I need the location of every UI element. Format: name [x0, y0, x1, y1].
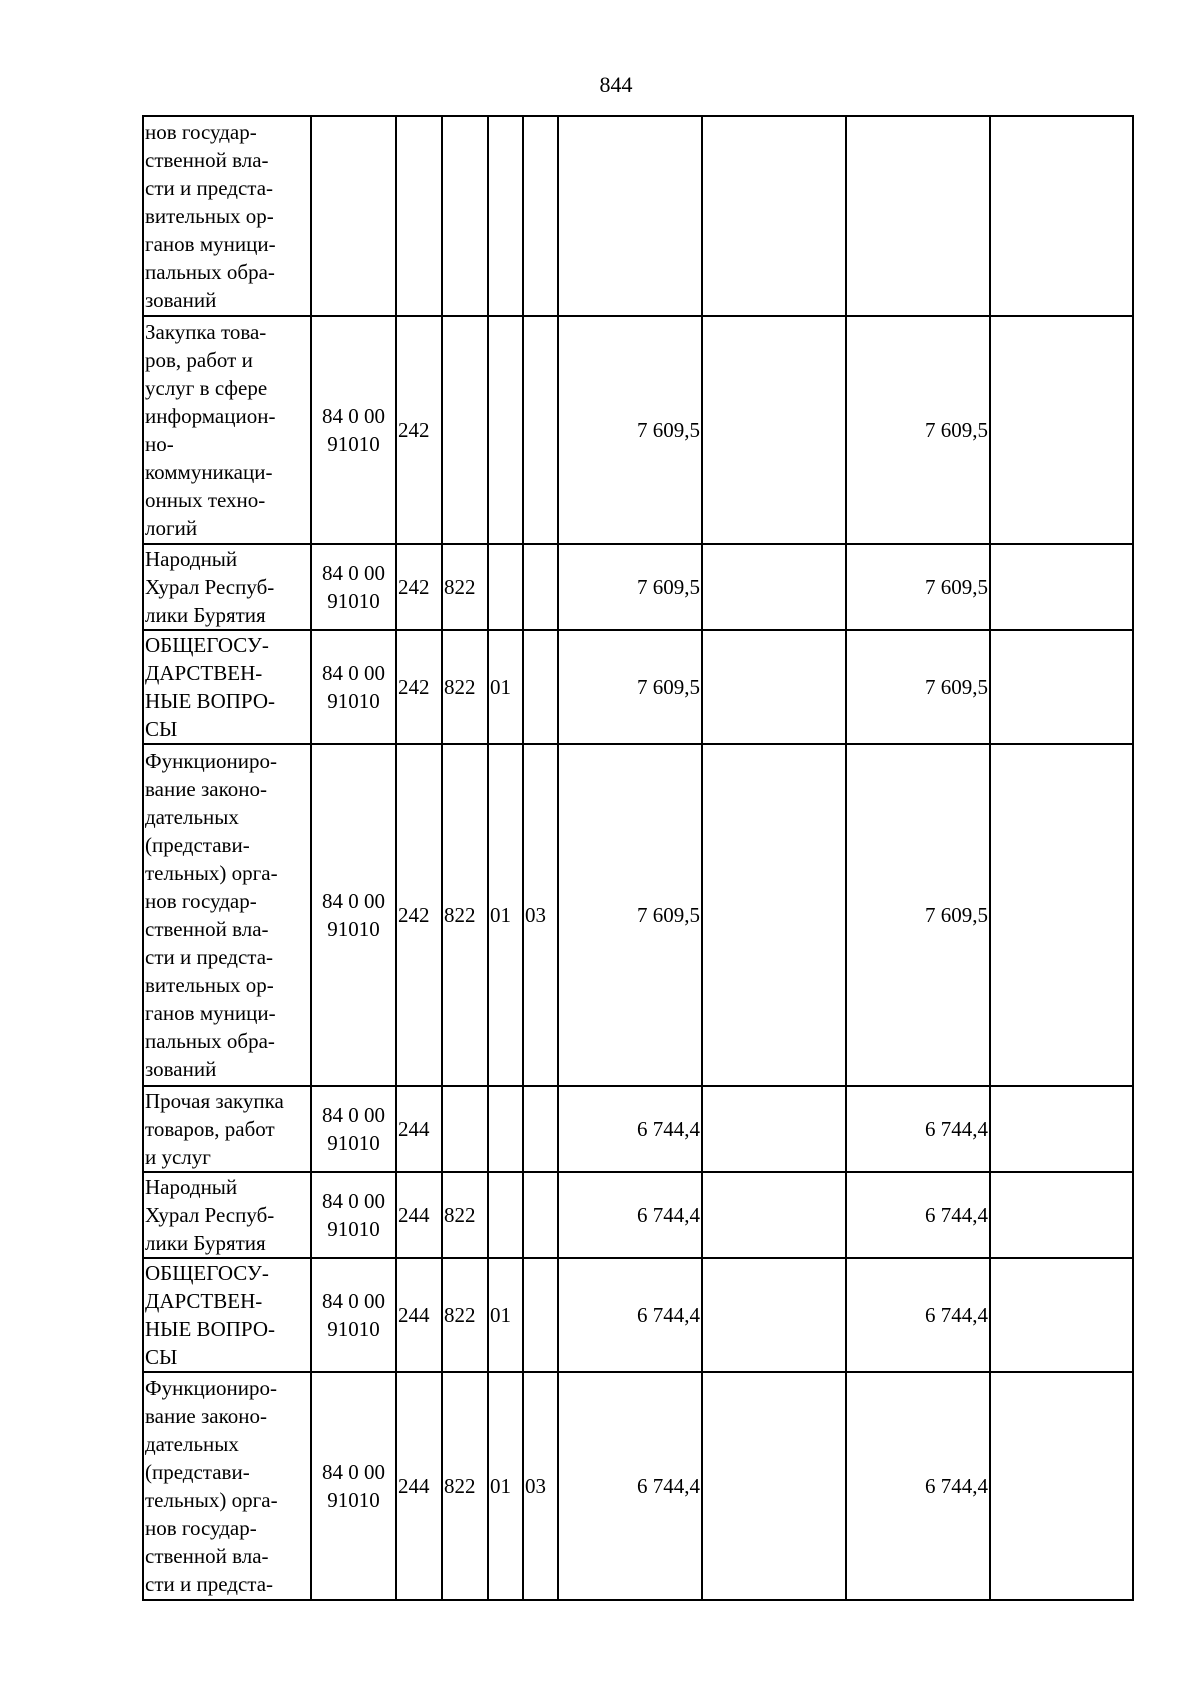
- cell-amount-2: [702, 116, 846, 316]
- name-line: тельных) орга-: [145, 1488, 278, 1512]
- cell-amount-3: 6 744,4: [846, 1258, 990, 1372]
- table-row: [143, 1086, 1133, 1172]
- cell-name: [143, 1258, 311, 1372]
- name-line: ственной вла-: [145, 1544, 269, 1568]
- cell-subsection: 03: [523, 744, 558, 1086]
- cell-name: [143, 116, 311, 316]
- name-line: дательных: [145, 1432, 239, 1456]
- name-line: ственной вла-: [145, 917, 269, 941]
- table-row: [143, 1258, 1133, 1372]
- cell-name: [143, 1086, 311, 1172]
- table-row: [143, 544, 1133, 630]
- cell-subsection: [523, 1258, 558, 1372]
- name-line: ганов муници-: [145, 1001, 276, 1025]
- page-number: 844: [599, 72, 633, 97]
- cell-amount-3: 7 609,5: [846, 316, 990, 544]
- name-line: Закупка това-: [145, 320, 267, 344]
- cell-name: [143, 1372, 311, 1600]
- cell-amount-2: [702, 1086, 846, 1172]
- cell-amount-4: [990, 116, 1133, 316]
- cell-amount-2: [702, 1258, 846, 1372]
- table-row: [143, 116, 1133, 316]
- cell-section: [488, 316, 523, 544]
- name-line: услуг в сфере: [145, 376, 268, 400]
- cell-name: [143, 744, 311, 1086]
- cell-amount-2: [702, 1172, 846, 1258]
- name-line: лики Бурятия: [145, 1231, 266, 1255]
- cell-expense-type: 242: [396, 630, 442, 744]
- cell-ministry: [442, 1086, 488, 1172]
- name-line: (представи-: [145, 1460, 250, 1484]
- cell-target-article: 84 0 00 91010: [311, 1086, 396, 1172]
- name-line: Хурал Респуб-: [145, 575, 275, 599]
- cell-amount-1: 7 609,5: [558, 544, 702, 630]
- name-line: ДАРСТВЕН-: [145, 1289, 263, 1313]
- name-line: сти и предста-: [145, 176, 274, 200]
- cell-target-article: 84 0 00 91010: [311, 544, 396, 630]
- cell-expense-type: 244: [396, 1372, 442, 1600]
- cell-target-article: [311, 116, 396, 316]
- cell-amount-1: 6 744,4: [558, 1372, 702, 1600]
- table-row: [143, 1172, 1133, 1258]
- cell-ministry: 822: [442, 1372, 488, 1600]
- cell-section: [488, 116, 523, 316]
- name-line: Прочая закупка: [145, 1089, 284, 1113]
- name-line: СЫ: [145, 1345, 178, 1369]
- cell-name: [143, 316, 311, 544]
- cell-expense-type: 244: [396, 1258, 442, 1372]
- cell-amount-2: [702, 316, 846, 544]
- cell-ministry: 822: [442, 544, 488, 630]
- name-line: и услуг: [145, 1145, 211, 1169]
- name-line: ганов муници-: [145, 232, 276, 256]
- cell-amount-2: [702, 744, 846, 1086]
- cell-amount-1: 6 744,4: [558, 1172, 702, 1258]
- cell-target-article: 84 0 00 91010: [311, 316, 396, 544]
- name-line: лики Бурятия: [145, 603, 266, 627]
- name-line: пальных обра-: [145, 260, 275, 284]
- cell-expense-type: 244: [396, 1172, 442, 1258]
- name-line: информацион-: [145, 404, 276, 428]
- name-line: ОБЩЕГОСУ-: [145, 1261, 269, 1285]
- cell-subsection: [523, 544, 558, 630]
- name-line: вительных ор-: [145, 204, 274, 228]
- cell-expense-type: [396, 116, 442, 316]
- cell-ministry: 822: [442, 744, 488, 1086]
- table-row: [143, 744, 1133, 1086]
- name-line: дательных: [145, 805, 239, 829]
- cell-amount-1: 6 744,4: [558, 1258, 702, 1372]
- name-line: СЫ: [145, 717, 178, 741]
- name-line: НЫЕ ВОПРО-: [145, 689, 275, 713]
- cell-subsection: [523, 630, 558, 744]
- name-line: НЫЕ ВОПРО-: [145, 1317, 275, 1341]
- cell-amount-3: 6 744,4: [846, 1372, 990, 1600]
- table-row: [143, 630, 1133, 744]
- cell-amount-3: 7 609,5: [846, 744, 990, 1086]
- name-line: ров, работ и: [145, 348, 253, 372]
- name-line: вание законо-: [145, 777, 267, 801]
- name-line: вительных ор-: [145, 973, 274, 997]
- name-line: Народный: [145, 547, 238, 571]
- name-line: Функциониро-: [145, 1376, 277, 1400]
- cell-target-article: 84 0 00 91010: [311, 630, 396, 744]
- cell-section: 01: [488, 630, 523, 744]
- name-line: нов государ-: [145, 120, 257, 144]
- cell-amount-1: 7 609,5: [558, 744, 702, 1086]
- table-row: [143, 316, 1133, 544]
- cell-section: [488, 1172, 523, 1258]
- cell-section: [488, 544, 523, 630]
- cell-name: [143, 544, 311, 630]
- cell-expense-type: 242: [396, 744, 442, 1086]
- cell-amount-4: [990, 630, 1133, 744]
- cell-amount-4: [990, 1258, 1133, 1372]
- name-line: онных техно-: [145, 488, 266, 512]
- cell-expense-type: 244: [396, 1086, 442, 1172]
- cell-amount-3: [846, 116, 990, 316]
- cell-ministry: 822: [442, 630, 488, 744]
- cell-amount-1: 7 609,5: [558, 316, 702, 544]
- name-line: (представи-: [145, 833, 250, 857]
- cell-ministry: 822: [442, 1172, 488, 1258]
- cell-amount-4: [990, 544, 1133, 630]
- name-line: нов государ-: [145, 889, 257, 913]
- cell-name: [143, 630, 311, 744]
- cell-amount-2: [702, 544, 846, 630]
- cell-subsection: 03: [523, 1372, 558, 1600]
- cell-amount-1: [558, 116, 702, 316]
- cell-target-article: 84 0 00 91010: [311, 1372, 396, 1600]
- cell-subsection: [523, 1172, 558, 1258]
- cell-ministry: [442, 116, 488, 316]
- cell-amount-3: 7 609,5: [846, 544, 990, 630]
- cell-expense-type: 242: [396, 316, 442, 544]
- cell-expense-type: 242: [396, 544, 442, 630]
- cell-amount-4: [990, 1372, 1133, 1600]
- cell-amount-1: 6 744,4: [558, 1086, 702, 1172]
- name-line: коммуникаци-: [145, 460, 273, 484]
- cell-amount-4: [990, 744, 1133, 1086]
- cell-section: [488, 1086, 523, 1172]
- name-line: сти и предста-: [145, 1572, 274, 1596]
- cell-section: 01: [488, 1372, 523, 1600]
- name-line: сти и предста-: [145, 945, 274, 969]
- name-line: пальных обра-: [145, 1029, 275, 1053]
- name-line: но-: [145, 432, 174, 456]
- cell-section: 01: [488, 1258, 523, 1372]
- name-line: вание законо-: [145, 1404, 267, 1428]
- name-line: ДАРСТВЕН-: [145, 661, 263, 685]
- cell-subsection: [523, 1086, 558, 1172]
- name-line: товаров, работ: [145, 1117, 275, 1141]
- name-line: нов государ-: [145, 1516, 257, 1540]
- cell-amount-1: 7 609,5: [558, 630, 702, 744]
- name-line: ОБЩЕГОСУ-: [145, 633, 269, 657]
- cell-amount-4: [990, 316, 1133, 544]
- budget-table: [142, 115, 1134, 1601]
- cell-target-article: 84 0 00 91010: [311, 744, 396, 1086]
- cell-amount-3: 7 609,5: [846, 630, 990, 744]
- cell-section: 01: [488, 744, 523, 1086]
- table-body: [143, 116, 1133, 1600]
- cell-amount-2: [702, 630, 846, 744]
- cell-subsection: [523, 116, 558, 316]
- cell-ministry: 822: [442, 1258, 488, 1372]
- cell-ministry: [442, 316, 488, 544]
- cell-amount-4: [990, 1086, 1133, 1172]
- name-line: зований: [145, 288, 217, 312]
- name-line: логий: [145, 516, 198, 540]
- cell-amount-3: 6 744,4: [846, 1172, 990, 1258]
- cell-subsection: [523, 316, 558, 544]
- cell-target-article: 84 0 00 91010: [311, 1172, 396, 1258]
- name-line: Народный: [145, 1175, 238, 1199]
- name-line: тельных) орга-: [145, 861, 278, 885]
- name-line: Хурал Респуб-: [145, 1203, 275, 1227]
- cell-amount-4: [990, 1172, 1133, 1258]
- cell-name: [143, 1172, 311, 1258]
- cell-target-article: 84 0 00 91010: [311, 1258, 396, 1372]
- table-row: [143, 1372, 1133, 1600]
- name-line: зований: [145, 1057, 217, 1081]
- name-line: ственной вла-: [145, 148, 269, 172]
- cell-amount-3: 6 744,4: [846, 1086, 990, 1172]
- cell-amount-2: [702, 1372, 846, 1600]
- name-line: Функциониро-: [145, 749, 277, 773]
